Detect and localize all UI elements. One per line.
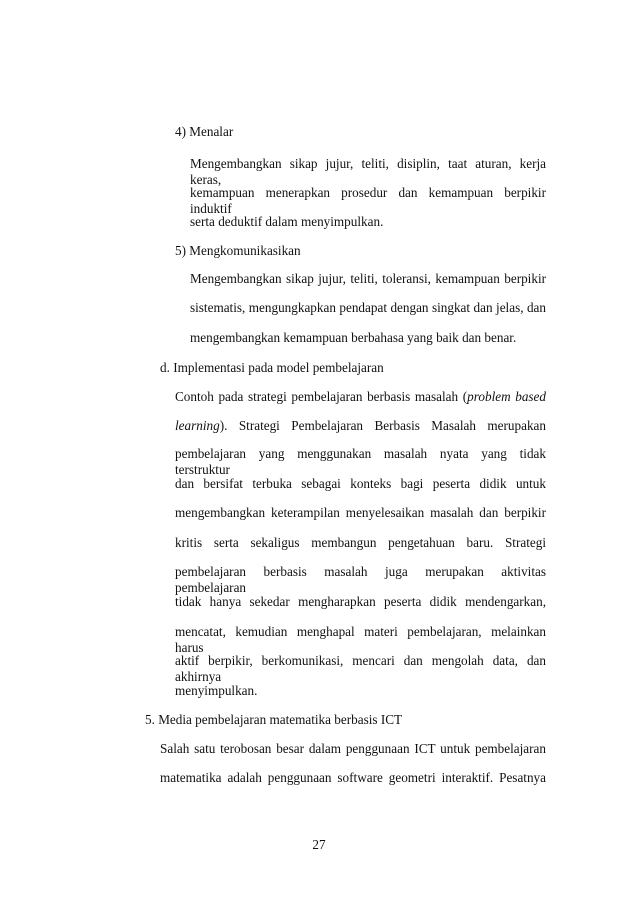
- implementasi-line-8: tidak hanya sekedar mengharapkan peserta didik mendengarkan,: [175, 594, 546, 609]
- page-number: 27: [312, 837, 326, 852]
- menalar-line-3: serta deduktif dalam menyimpulkan.: [190, 214, 384, 229]
- implementasi-line-1-italic: problem based: [467, 389, 546, 404]
- implementasi-line-1: [175, 389, 546, 405]
- implementasi-line-3: pembelajaran yang menggunakan masalah nyata yang tidak terstruktur: [175, 446, 546, 477]
- implementasi-line-7: pembelajaran berbasis masalah juga merupakan aktivitas pembelajaran: [175, 564, 546, 595]
- section-5-line-1: Salah satu terobosan besar dalam penggunaan ICT untuk pembelajaran: [160, 741, 546, 756]
- implementasi-line-6: kritis serta sekaligus membangun pengetahuan baru. Strategi: [175, 535, 546, 550]
- mengkomunikasikan-line-2: sistematis, mengungkapkan pendapat dengan singkat dan jelas, dan: [190, 300, 546, 315]
- item-menalar-heading: 4) Menalar: [175, 124, 234, 139]
- implementasi-line-1-text: Contoh pada strategi pembelajaran berbasis masalah (: [175, 389, 468, 404]
- section-5-heading: 5. Media pembelajaran matematika berbasis ICT: [145, 712, 403, 727]
- mengkomunikasikan-line-3: mengembangkan kemampuan berbahasa yang baik dan benar.: [190, 330, 517, 345]
- implementasi-line-4: dan bersifat terbuka sebagai konteks bagi peserta didik untuk: [175, 476, 546, 491]
- menalar-line-1: Mengembangkan sikap jujur, teliti, disiplin, taat aturan, kerja keras,: [190, 156, 546, 187]
- implementasi-line-2-text: ). Strategi Pembelajaran Berbasis Masalah merupakan: [219, 418, 546, 433]
- implementasi-line-11: menyimpulkan.: [175, 683, 258, 698]
- item-mengkomunikasikan-heading: 5) Mengkomunikasikan: [175, 243, 301, 258]
- implementasi-line-2: [175, 418, 546, 434]
- menalar-line-2: kemampuan menerapkan prosedur dan kemampuan berpikir induktif: [190, 185, 546, 216]
- section-5-line-2: matematika adalah penggunaan software geometri interaktif. Pesatnya: [160, 770, 546, 785]
- implementasi-heading: d. Implementasi pada model pembelajaran: [160, 360, 384, 375]
- implementasi-line-2-italic: learning: [175, 418, 220, 433]
- implementasi-line-5: mengembangkan keterampilan menyelesaikan masalah dan berpikir: [175, 505, 546, 520]
- implementasi-line-9: mencatat, kemudian menghapal materi pembelajaran, melainkan harus: [175, 624, 546, 655]
- implementasi-line-10: aktif berpikir, berkomunikasi, mencari dan mengolah data, dan akhirnya: [175, 653, 546, 684]
- mengkomunikasikan-line-1: Mengembangkan sikap jujur, teliti, toleransi, kemampuan berpikir: [190, 271, 546, 286]
